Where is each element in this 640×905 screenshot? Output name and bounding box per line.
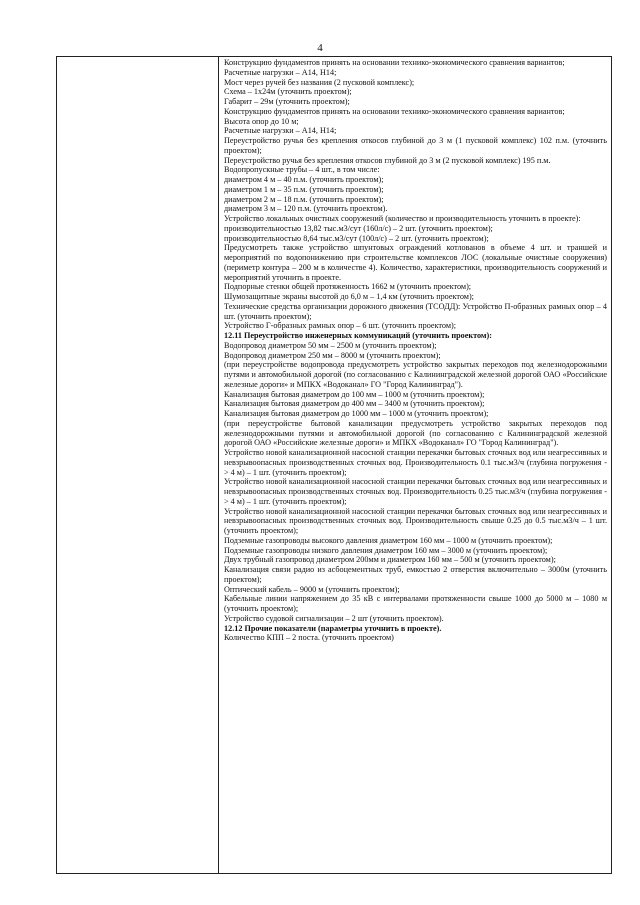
spec-paragraph: производительностью 8,64 тыс.м3/сут (100л/с) – 2 шт. (уточнить проектом);: [224, 233, 489, 243]
spec-paragraph: Шумозащитные экраны высотой до 6,0 м – 1,4 км (уточнить проектом);: [224, 292, 474, 301]
spec-paragraph: (при переустройстве бытовой канализации предусмотреть устройство закрытых переходов под железнодорожными путями и автомобильной дорогой (по согласованию с Калининградской железной дорогой ОАО «Российские железные дороги» и МПКХ «Водоканал» ГО "Город Калининград").: [224, 418, 607, 448]
spec-paragraph: Водопровод диаметром 50 мм – 2500 м (уточнить проектом);: [224, 340, 437, 350]
spec-paragraph: Подземные газопроводы высокого давления диаметром 160 мм – 1000 м (уточнить проектом);: [224, 535, 553, 545]
spec-paragraph: Подпорные стенки общей протяженность 1662 м (уточнить проектом);: [224, 282, 472, 292]
spec-paragraph: Оптический кабель – 9000 м (уточнить проектом);: [224, 584, 400, 594]
spec-paragraph: Канализация бытовая диаметром до 100 мм – 1000 м (уточнить проектом);: [224, 389, 485, 399]
page-number: 4: [317, 42, 323, 54]
spec-paragraph: Габарит – 29м (уточнить проектом);: [224, 97, 350, 106]
spec-paragraph: Устройство Г-образных рамных опор – 6 шт. (уточнить проектом);: [224, 321, 457, 331]
spec-paragraph: Конструкцию фундаментов принять на основании технико-экономического сравнения вариантов;: [224, 58, 565, 67]
spec-paragraph: диаметром 2 м – 18 п.м. (уточнить проектом);: [224, 194, 384, 204]
spec-paragraph: Схема – 1х24м (уточнить проектом);: [224, 87, 352, 97]
spec-paragraph: Переустройство ручья без крепления откосов глубиной до 3 м (1 пусковой комплекс) 102 п.м. (уточнить проектом);: [224, 136, 607, 155]
spec-paragraph: диаметром 1 м – 35 п.м. (уточнить проектом);: [224, 184, 384, 194]
spec-paragraph: Кабельные линии напряжением до 35 кВ с интервалами протяженности свыше 1000 до 5000 м – 1080 м (уточнить проектом);: [224, 594, 607, 613]
spec-paragraph: (при переустройстве водопровода предусмотреть устройство закрытых переходов под железнодорожными путями и автомобильной дорогой (по согласованию с Калининградской железной дорогой ОАО «Российские железные дороги» и МПКХ «Водоканал» ГО "Город Калининград").: [224, 360, 607, 389]
spec-paragraph: Конструкцию фундаментов принять на основании технико-экономического сравнения вариантов;: [224, 106, 565, 116]
spec-paragraph: Количество КПП – 2 поста. (уточнить проектом): [224, 633, 394, 643]
spec-paragraph: Расчетные нагрузки – А14, Н14;: [224, 67, 337, 77]
spec-paragraph: Канализация бытовая диаметром до 400 мм – 3400 м (уточнить проектом);: [224, 399, 485, 409]
spec-paragraph: Технические средства организации дорожного движения (ТСОДД): Устройство П-образных рамных опор – 4 шт. (уточнить проектом);: [224, 301, 607, 321]
table-right-column: [224, 58, 607, 643]
spec-paragraph: Устройство новой канализационной насосной станции перекачки бытовых сточных вод или неагрессивных и невзрывоопасных производственных сточных вод. Производительность 0.25 тыс.м3/ч (глубина погружения - > 4 м) – 1 шт. (уточнить проектом);: [224, 477, 607, 506]
spec-paragraph: Водопропускные трубы – 4 шт., в том числе:: [224, 165, 380, 175]
spec-paragraph: Канализация связи радио из асбоцементных труб, емкостью 2 отверстия включительно – 3000м (уточнить проектом);: [224, 565, 607, 584]
spec-paragraph: Расчетные нагрузки – А14, Н14;: [224, 126, 337, 136]
spec-paragraph: Переустройство ручья без крепления откосов глубиной до 3 м (2 пусковой комплекс) 195 п.м.: [224, 155, 551, 165]
spec-paragraph: Двух трубный газопровод диаметром 200мм и диаметром 160 мм – 500 м (уточнить проектом);: [224, 555, 556, 565]
spec-paragraph: Предусмотреть также устройство шпунтовых ограждений котлованов в объеме 4 шт. и траншей и мероприятий по водопонижению при строительстве комплексов ЛОС (локальные очистные сооружения) (периметр контура – 200 м в количестве 4). Количество, характеристики, производительность сооружений и мероприятий уточнить в проекте.: [224, 243, 607, 282]
section-heading: 12.11 Переустройство инженерных коммуникаций (уточнить проектом):: [224, 331, 492, 340]
spec-paragraph: Высота опор до 10 м;: [224, 116, 299, 126]
spec-paragraph: Канализация бытовая диаметром до 1000 мм – 1000 м (уточнить проектом);: [224, 409, 489, 418]
spec-paragraph: Водопровод диаметром 250 мм – 8000 м (уточнить проектом);: [224, 350, 441, 360]
spec-paragraph: Устройство новой канализационной насосной станции перекачки бытовых сточных вод или неагрессивных и невзрывоопасных производственных сточных вод. Производительность 0.1 тыс.м3/ч (глубина погружения - > 4 м) – 1 шт. (уточнить проектом);: [224, 448, 607, 477]
spec-paragraph: диаметром 4 м – 40 п.м. (уточнить проектом);: [224, 175, 384, 184]
table-left-column: [57, 57, 219, 873]
section-heading: 12.12 Прочие показатели (параметры уточнить в проекте).: [224, 623, 442, 633]
specification-table: [56, 56, 612, 874]
spec-paragraph: Мост через ручей без названия (2 пусковой комплекс);: [224, 77, 415, 87]
spec-paragraph: Устройство локальных очистных сооружений (количество и производительность уточнить в проекте):: [224, 214, 581, 223]
spec-paragraph: Подземные газопроводы низкого давления диаметром 160 мм – 3000 м (уточнить проектом);: [224, 545, 548, 555]
spec-paragraph: Устройство судовой сигнализации – 2 шт (уточнить проектом).: [224, 613, 444, 623]
spec-paragraph: производительностью 13,82 тыс.м3/сут (160л/с) – 2 шт. (уточнить проектом);: [224, 223, 493, 233]
spec-paragraph: диаметром 3 м – 120 п.м. (уточнить проектом).: [224, 204, 388, 214]
spec-paragraph: Устройство новой канализационной насосной станции перекачки бытовых сточных вод или неагрессивных и невзрывоопасных производственных сточных вод. Производительность свыше 0.25 до 0.5 тыс.м3/ч – 1 шт. (уточнить проектом);: [224, 506, 607, 535]
